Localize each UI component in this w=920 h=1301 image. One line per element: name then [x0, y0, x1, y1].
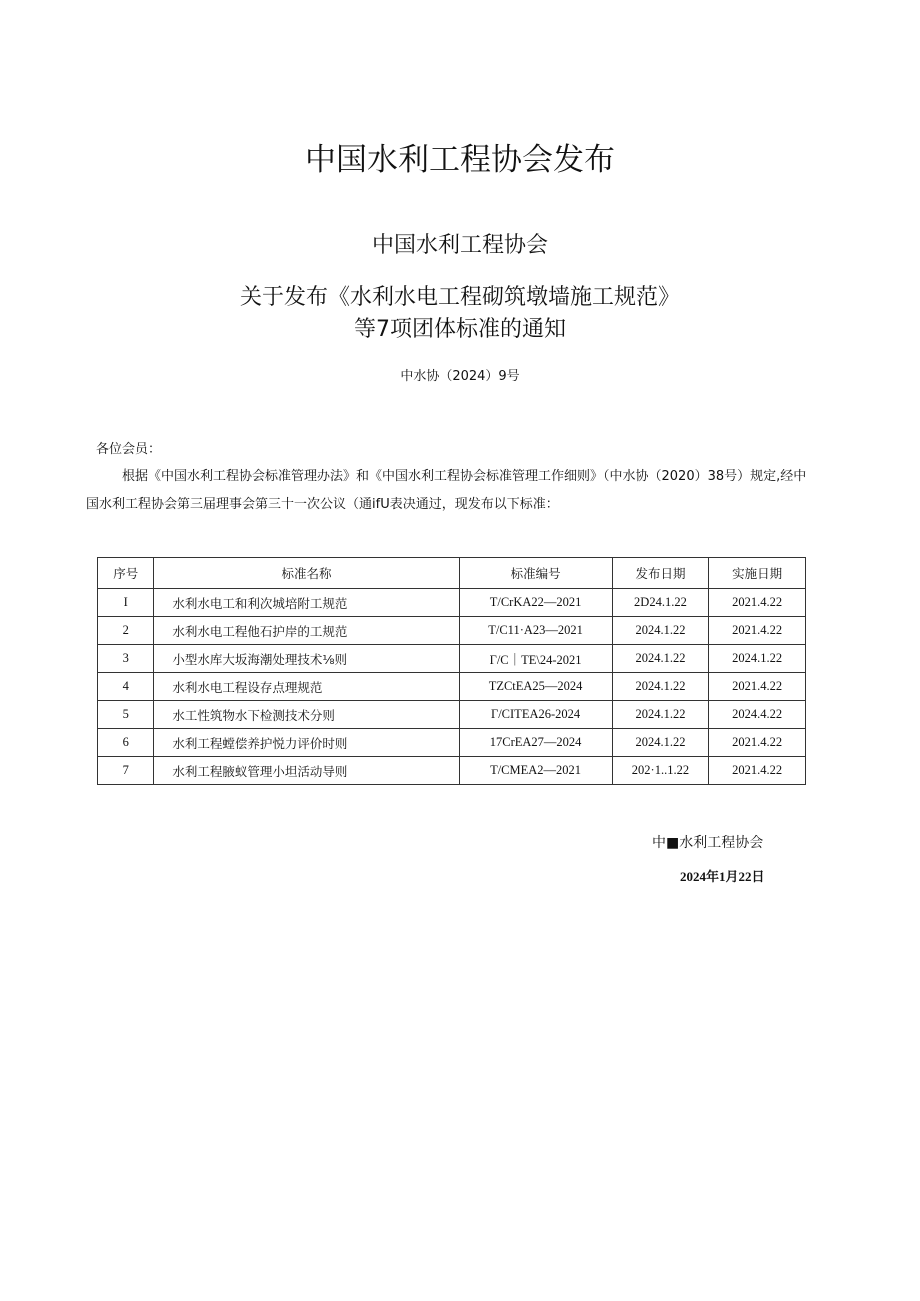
effective-date: 2021.4.22: [709, 617, 806, 645]
column-header-publish-date: 发布日期: [612, 558, 709, 589]
table-row: [98, 645, 806, 673]
standard-code: 17CrEA27—2024: [459, 729, 612, 757]
body-paragraph-line-2: 国水利工程协会第三届理事会第三十一次公议（通ifU表决通过，现发布以下标准：: [86, 497, 559, 512]
standard-code: T/C11·A23—2021: [459, 617, 612, 645]
publish-date: 2024.1.22: [612, 673, 709, 701]
body-paragraph-line-1: 根据《中国水利工程协会标准管理办法》和《中国水利工程协会标准管理工作细则》（中水协（2020）38号）规定,经中: [122, 469, 807, 484]
notice-title-line-1: 关于发布《水利水电工程砌筑墩墙施工规范》: [239, 285, 680, 310]
row-number: 2: [98, 617, 154, 645]
effective-date: 2024.4.22: [709, 701, 806, 729]
row-number: 4: [98, 673, 154, 701]
standard-name: 水利水电工和利次城培附工规范: [154, 589, 459, 617]
standard-code: Γ/C｜TE\24-2021: [459, 645, 612, 673]
standard-name: 水利水电工程他石护岸的工规范: [154, 617, 459, 645]
standards-table: [97, 557, 806, 785]
row-number: 7: [98, 757, 154, 785]
effective-date: 2021.4.22: [709, 757, 806, 785]
row-number: 5: [98, 701, 154, 729]
standard-code: TZCtEA25—2024: [459, 673, 612, 701]
column-header-code: 标准编号: [459, 558, 612, 589]
table-row: [98, 757, 806, 785]
page-title: 中国水利工程协会发布: [305, 142, 615, 178]
publish-date: 2024.1.22: [612, 701, 709, 729]
publish-date: 2D24.1.22: [612, 589, 709, 617]
column-header-number: 序号: [98, 558, 154, 589]
signature-organization: 中■水利工程协会: [652, 835, 764, 851]
notice-org-heading: 中国水利工程协会: [371, 233, 548, 258]
standard-name: 水利工程螳偿养护悦力评价时则: [154, 729, 459, 757]
table-row: [98, 673, 806, 701]
document-number: 中水协（2024）9号: [400, 369, 520, 384]
standard-name: 水利水电工程设存点理规范: [154, 673, 459, 701]
table-row: [98, 617, 806, 645]
table-row: [98, 729, 806, 757]
table-header-row: [98, 558, 806, 589]
signature-date: 2024年1月22日: [680, 869, 765, 884]
table-row: [98, 701, 806, 729]
publish-date: 2024.1.22: [612, 617, 709, 645]
row-number: 3: [98, 645, 154, 673]
table-row: [98, 589, 806, 617]
standard-name: 水工性筑物水下检测技术分则: [154, 701, 459, 729]
column-header-name: 标准名称: [154, 558, 459, 589]
publish-date: 202·1..1.22: [612, 757, 709, 785]
standard-code: T/CrKA22—2021: [459, 589, 612, 617]
standard-code: T/CMEA2—2021: [459, 757, 612, 785]
column-header-effective-date: 实施日期: [709, 558, 806, 589]
publish-date: 2024.1.22: [612, 645, 709, 673]
standard-name: 小型水库大坂海潮处理技术⅛则: [154, 645, 459, 673]
row-number: I: [98, 589, 154, 617]
publish-date: 2024.1.22: [612, 729, 709, 757]
notice-title-line-2: 等7项团体标准的通知: [354, 317, 566, 342]
salutation: 各位会员：: [96, 442, 162, 457]
effective-date: 2021.4.22: [709, 589, 806, 617]
standard-code: Γ/CITEA26-2024: [459, 701, 612, 729]
effective-date: 2024.1.22: [709, 645, 806, 673]
standard-name: 水利工程腋蚁管理小坦活动导则: [154, 757, 459, 785]
effective-date: 2021.4.22: [709, 673, 806, 701]
row-number: 6: [98, 729, 154, 757]
effective-date: 2021.4.22: [709, 729, 806, 757]
